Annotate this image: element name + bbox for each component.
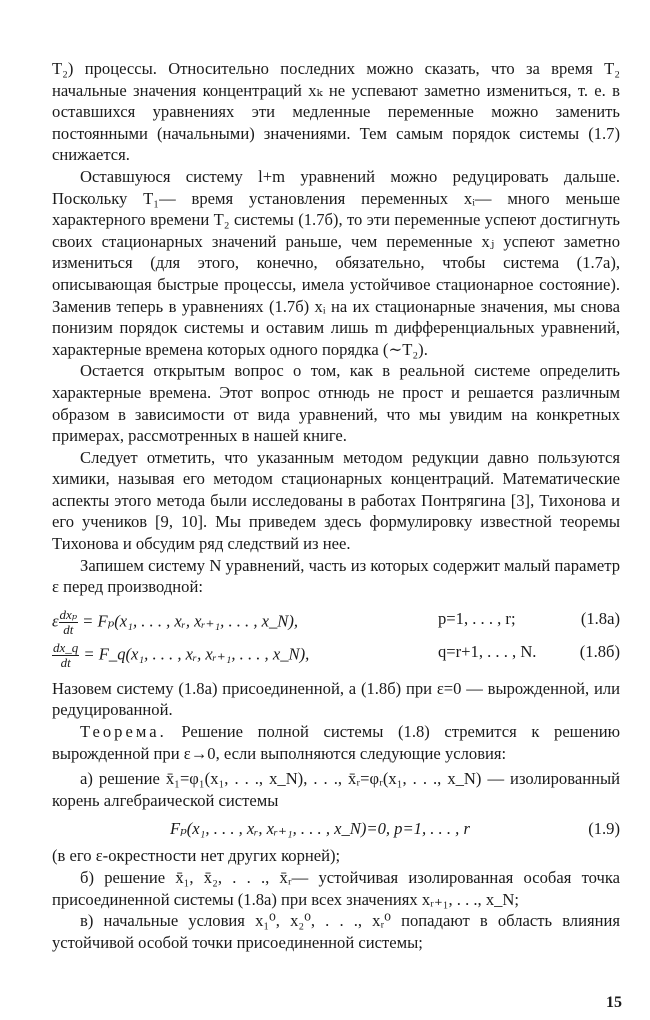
theorem-heading: Теорема. xyxy=(80,722,167,742)
equation-body-1-9: Fₚ(x₁, . . . , xᵣ, xᵣ₊₁, . . . , x_N)=0, p=1, . . . , r xyxy=(170,819,470,839)
equation-1-8a xyxy=(52,604,620,637)
equation-rhs-a: = Fₚ(x₁, . . . , xᵣ, xᵣ₊₁, . . . , x_N), xyxy=(78,611,299,631)
equation-label-1-9: (1.9) xyxy=(588,819,620,839)
paragraph-2: Оставшуюся систему l+m уравнений можно редуцировать дальше. Поскольку T₁— время установления переменных xᵢ— много меньше характерного времени T₂ системы (1.7б), то эти переменные успеют достигнуть своих стационарных значений раньше, чем переменные xⱼ успеют заметно измениться (для этого, конечно, обязательно, чтобы система (1.7а), описывающая быстрые процессы, имела устойчивое стационарное состояние). Заменив теперь в уравнениях (1.7б) xᵢ на их стационарные значения, мы снова понизим порядок системы и оставим лишь m дифференциальных уравнений, характерные времена которых одного порядка (∼T₂). xyxy=(52,166,620,359)
equation-label-1-8b: (1.8б) xyxy=(579,641,620,661)
condition-c: в) начальные условия x₁⁰, x₂⁰, . . ., xᵣ⁰ попадают в область влияния устойчивой особой точки присоединенной системы; xyxy=(52,911,620,952)
theorem-text: Решение полной системы (1.8) стремится к решению вырожденной при ε→0, если выполняются следующие условия: xyxy=(52,722,620,763)
paragraph-6: Назовем систему (1.8а) присоединенной, а (1.8б) при ε=0 — вырожденной, или редуцированной. xyxy=(52,678,620,720)
derivative-fraction-b: $\frac{dx\_q}{dt}$ xyxy=(53,639,79,670)
condition-a-note: (в его ε-окрестности нет других корней); xyxy=(52,846,341,866)
paragraph-4: Следует отметить, что указанным методом редукции давно пользуются химики, называя его методом стационарных концентраций. Математические аспекты этого метода были исследованы в работах Понтрягина [3], Тихонова и его учеников [9, 10]. Мы приведем здесь формулировку известной теоремы Тихонова и обсудим ряд следствий из нее. xyxy=(52,447,620,554)
condition-a: а) решение x̄₁=φ₁(x₁, . . ., x_N), . . ., x̄ᵣ=φᵣ(x₁, . . ., x_N) — изолированный корень алгебраической системы xyxy=(52,769,620,810)
page-number: 15 xyxy=(606,994,622,1011)
paragraph-5: Запишем систему N уравнений, часть из которых содержит малый параметр ε перед производной: xyxy=(52,555,620,597)
index-range-b: q=r+1, . . . , N. xyxy=(438,641,537,661)
paragraph-1: T₂) процессы. Относительно последних можно сказать, что за время T₂ начальные значения концентраций xₖ не успевают заметно измениться, т. е. в оставшихся уравнениях эти медленные переменные можно заменить постоянными (начальными) значениями. Тем самым порядок системы (1.7) снижается. xyxy=(52,59,620,165)
equation-rhs-b: = F_q(x₁, . . . , xᵣ, xᵣ₊₁, . . . , x_N), xyxy=(79,644,310,664)
derivative-fraction-a: $\frac{\text{dxₚ}}{dt}$ xyxy=(59,606,78,637)
equation-1-8b xyxy=(52,637,620,670)
condition-b: б) решение x̄₁, x̄₂, . . ., x̄ᵣ— устойчивая изолированная особая точка присоединенной системы (1.8а) при всех значениях xᵣ₊₁, . . ., x_N; xyxy=(52,868,620,909)
theorem-paragraph xyxy=(52,721,620,764)
index-range-a: p=1, . . . , r; xyxy=(438,608,516,628)
paragraph-3: Остается открытым вопрос о том, как в реальной системе определить характерные времена. Этот вопрос отнюдь не прост и решается различным образом в зависимости от вида уравнений, что мы увидим на конкретных примерах, рассмотренных в нашей книге. xyxy=(52,361,620,446)
epsilon-symbol: ε xyxy=(52,611,59,631)
equation-label-1-8a: (1.8а) xyxy=(580,608,620,628)
equation-1-9 xyxy=(52,815,620,843)
